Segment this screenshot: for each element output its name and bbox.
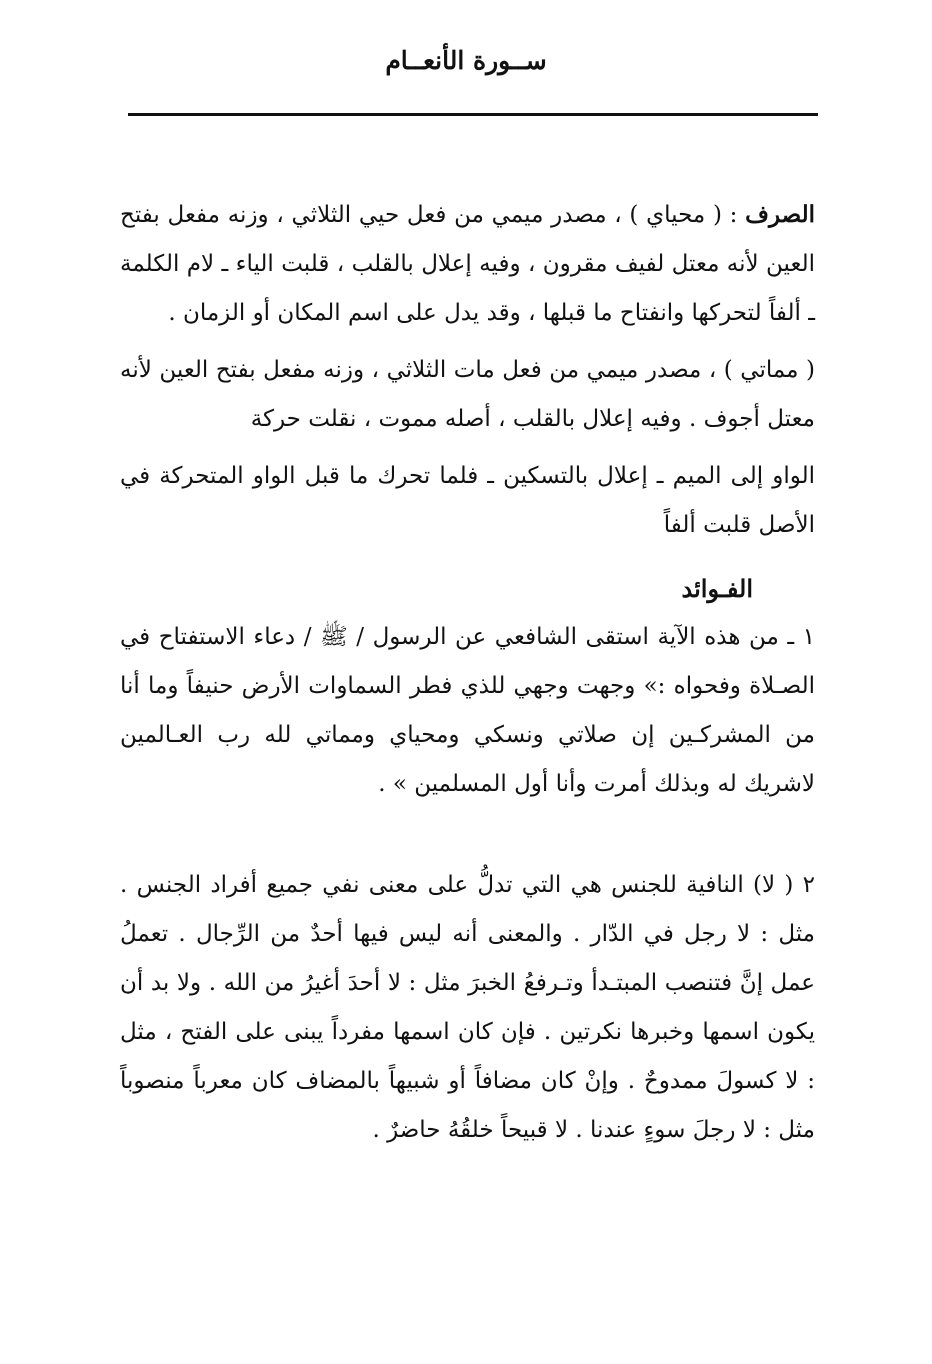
fawaid-item-1: ١ ـ من هذه الآية استقى الشافعي عن الرسول / ﷺ / دعاء الاستفتاح في الصـلاة وفحواه :» وجهت وجهي للذي فطر السماوات الأرض حنيفاً وما أنا من المشركـين إن صلاتي ونسكي ومحياي ومماتي لله رب العـالمين لاشريك له وبذلك أمرت وأنا أول المسلمين » . bbox=[120, 624, 815, 797]
spacer bbox=[120, 444, 815, 452]
spacer bbox=[120, 550, 815, 564]
sarf-paragraph-1 bbox=[120, 190, 815, 338]
header-divider bbox=[128, 113, 818, 116]
sarf-paragraph-2: ( مماتي ) ، مصدر ميمي من فعل مات الثلاثي ، وزنه مفعل بفتح العين لأنه معتل أجوف . وفيه إعلال بالقلب ، أصله مموت ، نقلت حركة bbox=[120, 357, 815, 432]
page-header-title: ســورة الأنعــام bbox=[385, 46, 547, 75]
page-body bbox=[120, 190, 815, 1155]
sarf-paragraph-1-text: : ( محياي ) ، مصدر ميمي من فعل حيي الثلاثي ، وزنه مفعل بفتح العين لأنه معتل لفيف مقرون ، وفيه إعلال بالقلب ، قلبت الياء ـ لام الكلمة ـ ألفاً لتحركها وانفتاح ما قبلها ، وقد يدل على اسم المكان أو الزمان . bbox=[120, 202, 815, 326]
sarf-label: الصرف bbox=[745, 201, 815, 228]
sarf-paragraph-3: الواو إلى الميم ـ إعلال بالتسكين ـ فلما تحرك ما قبل الواو المتحركة في الأصل قلبت ألفاً bbox=[120, 463, 815, 538]
spacer bbox=[120, 338, 815, 346]
spacer bbox=[120, 809, 815, 861]
fawaid-heading: الفـوائد bbox=[681, 574, 753, 603]
fawaid-item-2: ٢ ( لا) النافية للجنس هي التي تدلُّ على معنى نفي جميع أفراد الجنس . مثل : لا رجل في الدّار . والمعنى أنه ليس فيها أحدٌ من الرِّجال . تعملُ عمل إنَّ فتنصب المبتـدأ وتـرفعُ الخبرَ مثل : لا أحدَ أغيرُ من الله . ولا بد أن يكون اسمها وخبرها نكرتين . فإن كان اسمها مفرداً يبنى على الفتح ، مثل : لا كسولَ ممدوحٌ . وإنْ كان مضافاً أو شبيهاً بالمضاف كان معرباً منصوباً مثل : لا رجلَ سوءٍ عندنا . لا قبيحاً خلقُهُ حاضرٌ . bbox=[120, 872, 815, 1143]
